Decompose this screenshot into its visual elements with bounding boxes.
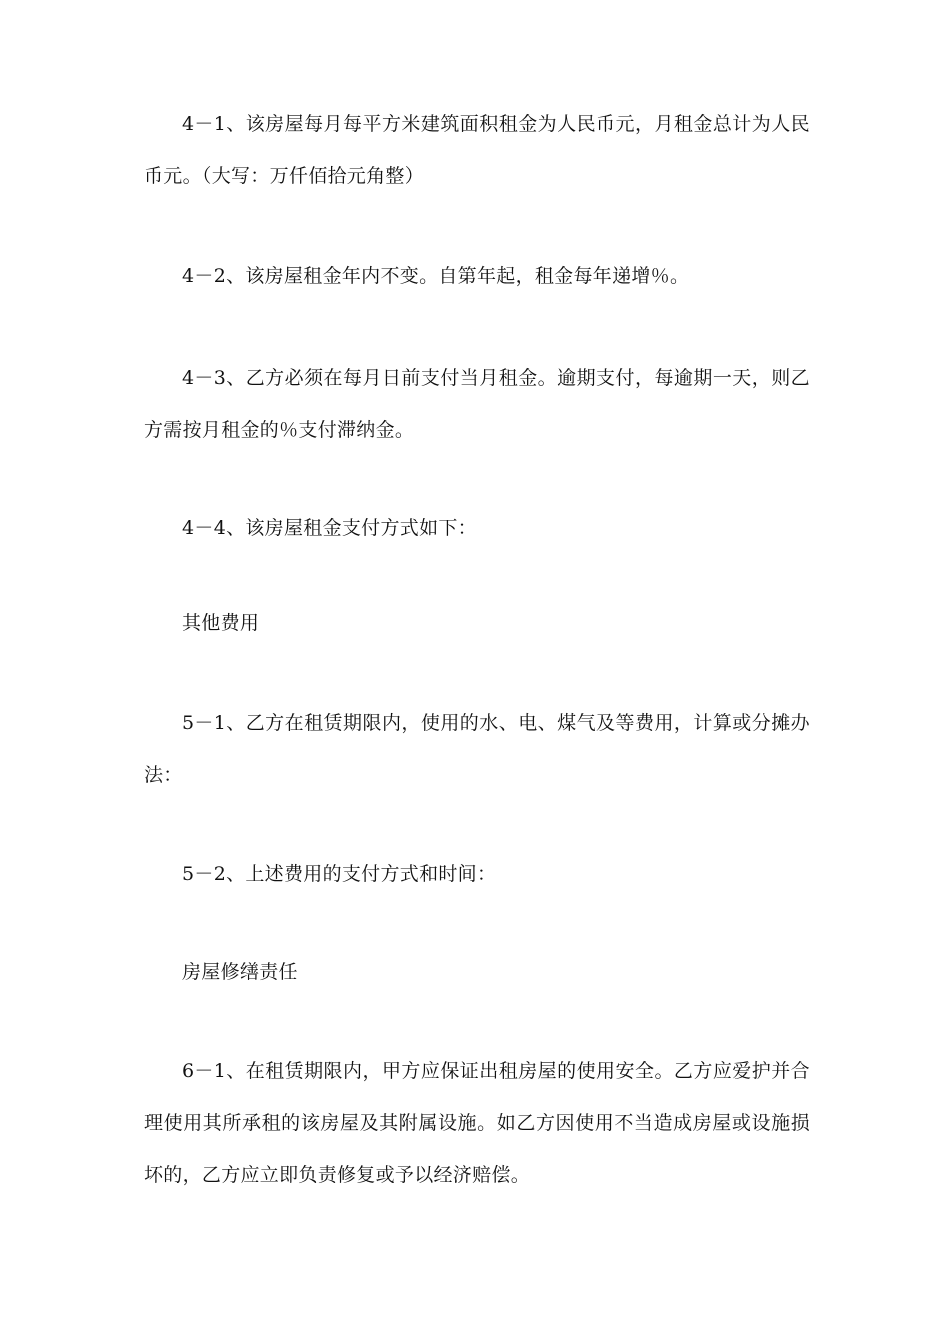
clause-4-3: 4－3、乙方必须在每月日前支付当月租金。逾期支付，每逾期一天，则乙方需按月租金的％支付滞纳金。	[144, 367, 810, 441]
clause-5-1: 5－1、乙方在租赁期限内，使用的水、电、煤气及等费用，计算或分摊办法：	[144, 712, 810, 786]
clause-4-2: 4－2、该房屋租金年内不变。自第年起，租金每年递增％。	[182, 265, 690, 287]
clause-6-1: 6－1、在租赁期限内，甲方应保证出租房屋的使用安全。乙方应爱护并合理使用其所承租的该房屋及其附属设施。如乙方因使用不当造成房屋或设施损坏的，乙方应立即负责修复或予以经济赔偿。	[144, 1060, 810, 1186]
section-heading-other-fees: 其他费用	[182, 612, 260, 634]
clause-4-4: 4－4、该房屋租金支付方式如下：	[182, 517, 477, 539]
clause-4-1: 4－1、该房屋每月每平方米建筑面积租金为人民币元，月租金总计为人民币元。（大写：万仟佰拾元角整）	[144, 113, 810, 187]
section-heading-repair-responsibility: 房屋修缮责任	[182, 961, 298, 983]
clause-5-2: 5－2、上述费用的支付方式和时间：	[182, 863, 497, 885]
